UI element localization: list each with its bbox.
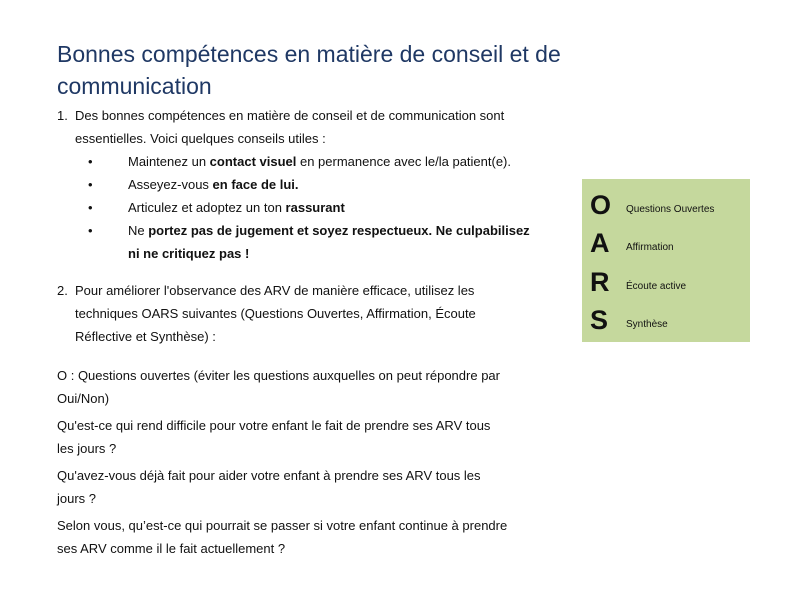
- question-3-line2: ses ARV comme il le fait actuellement ?: [57, 541, 286, 556]
- bullet-item: Maintenez un contact visuel en permanence avec le/la patient(e).: [128, 154, 512, 169]
- list-number-1: 1.: [57, 108, 68, 123]
- oars-box: [582, 179, 750, 342]
- bullet-item: Asseyez-vous en face de lui.: [128, 177, 299, 192]
- bullet-icon: •: [88, 177, 93, 192]
- oars-row-r: [590, 268, 686, 296]
- item2-line2: techniques OARS suivantes (Questions Ouvertes, Affirmation, Écoute: [75, 306, 476, 321]
- oars-word: Questions Ouvertes: [626, 204, 715, 215]
- item1-line1: Des bonnes compétences en matière de conseil et de communication sont: [75, 108, 505, 123]
- question-1-line1: Qu'est-ce qui rend difficile pour votre enfant le fait de prendre ses ARV tous: [57, 418, 491, 433]
- slide-title: Bonnes compétences en matière de conseil et de communication: [57, 41, 561, 99]
- question-2-line1: Qu'avez-vous déjà fait pour aider votre enfant à prendre ses ARV tous les: [57, 468, 481, 483]
- question-3-line1: Selon vous, qu’est-ce qui pourrait se passer si votre enfant continue à prendre: [57, 518, 508, 533]
- bullet-icon: •: [88, 154, 93, 169]
- oars-letter: R: [590, 267, 610, 297]
- oars-row-o: [590, 191, 714, 219]
- oars-row-a: [590, 229, 674, 257]
- oars-word: Affirmation: [626, 242, 674, 253]
- bullet-icon: •: [88, 223, 93, 238]
- list-number-2: 2.: [57, 283, 68, 298]
- oars-word: Écoute active: [626, 281, 687, 292]
- oars-word: Synthèse: [626, 319, 668, 330]
- bullet-item: Ne portez pas de jugement et soyez respectueux. Ne culpabilisez: [128, 223, 530, 238]
- o-heading-line2: Oui/Non): [57, 391, 110, 406]
- o-heading-line1: O : Questions ouvertes (éviter les questions auxquelles on peut répondre par: [57, 368, 500, 383]
- question-1-line2: les jours ?: [57, 441, 117, 456]
- bullet-item: Articulez et adoptez un ton rassurant: [128, 200, 345, 215]
- item2-line1: Pour améliorer l'observance des ARV de manière efficace, utilisez les: [75, 283, 475, 298]
- bullet-item-cont: ni ne critiquez pas !: [128, 246, 250, 261]
- oars-letter: S: [590, 305, 609, 335]
- oars-row-s: [590, 306, 668, 334]
- oars-letter: A: [590, 228, 610, 258]
- item2-line3: Réflective et Synthèse) :: [75, 329, 216, 344]
- bullet-icon: •: [88, 200, 93, 215]
- question-2-line2: jours ?: [57, 491, 97, 506]
- oars-letter: O: [590, 190, 612, 220]
- item1-line2: essentielles. Voici quelques conseils utiles :: [75, 131, 326, 146]
